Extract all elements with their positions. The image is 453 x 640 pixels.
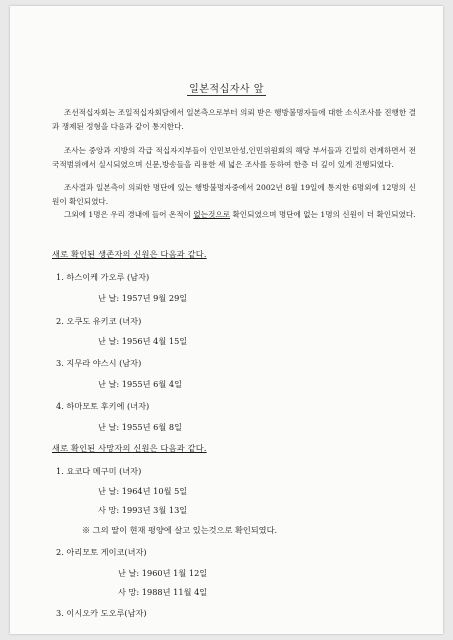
deceased-person-1-birth: 난 날: 1964년 10월 5일 [98,486,188,496]
document-title: 일본적십자사 앞 [189,84,264,95]
living-person-3-birth: 난 날: 1955년 6월 4일 [98,379,182,389]
living-person-1-birth: 난 날: 1957년 9월 29일 [98,293,188,303]
deceased-person-3: 3. 이시오카 도오루(남자) [56,608,147,618]
living-person-1: 1. 하스이케 가오루 (남자) [56,272,150,282]
deceased-person-1-death: 사 망: 1993년 3월 13일 [98,505,188,515]
paragraph-investigation: 조사는 중앙과 지방의 각급 적십자지부들이 인민보안성,인민위원회의 해당 부서들과 긴밀히 련계하면서 전국적범위에서 실시되였으며 신문,방송들을 리용한 세 넓은 조사를 동하여 한층 더 깊이 있게 진행되였다. [52,146,416,169]
living-person-2-birth: 난 날: 1956년 4월 15일 [98,336,188,346]
paragraph-intro: 조선적십자회는 조일적십자회담에서 일본측으로부터 의뢰 받은 행방불명자들에 대한 소식조사를 진행한 결과 쟁제된 정형을 다음과 같이 통지한다. [52,108,416,131]
deceased-person-2: 2. 아리모토 게이코(녀자) [56,547,147,557]
living-heading: 새로 확인된 생존자의 신원은 다음과 같다. [52,249,207,259]
deceased-person-2-birth: 난 날: 1960년 1월 12일 [118,568,208,578]
deceased-person-1-note: ※ 그의 딸이 현재 평양에 살고 있는것으로 확인되였다. [82,525,278,535]
paragraph-results: 조사결과 일본측이 의뢰한 명단에 있는 행방불명자중에서 2002년 8월 19일에 통지한 6명외에 12명의 신원이 확인되였다. [52,183,416,206]
deceased-heading: 새로 확인된 사망자의 신원은 다음과 같다. [52,443,207,453]
living-person-4: 4. 하마모토 후키에 (녀자) [56,401,150,411]
deceased-person-2-death: 사 망: 1988년 11월 4일 [118,587,208,597]
living-person-4-birth: 난 날: 1955년 6월 8일 [98,422,182,432]
living-person-2: 2. 오쿠도 유키코 (녀자) [56,316,142,326]
living-person-3: 3. 지무라 야스시 (남자) [56,358,142,368]
deceased-person-1: 1. 요코다 메구미 (녀자) [56,466,142,476]
paragraph-additional: 그외에 1명은 우리 경내에 들어 온적이 없는것으로 확인되였으며 명단에 없는 1명의 신원이 더 확인되였다. [64,210,416,219]
